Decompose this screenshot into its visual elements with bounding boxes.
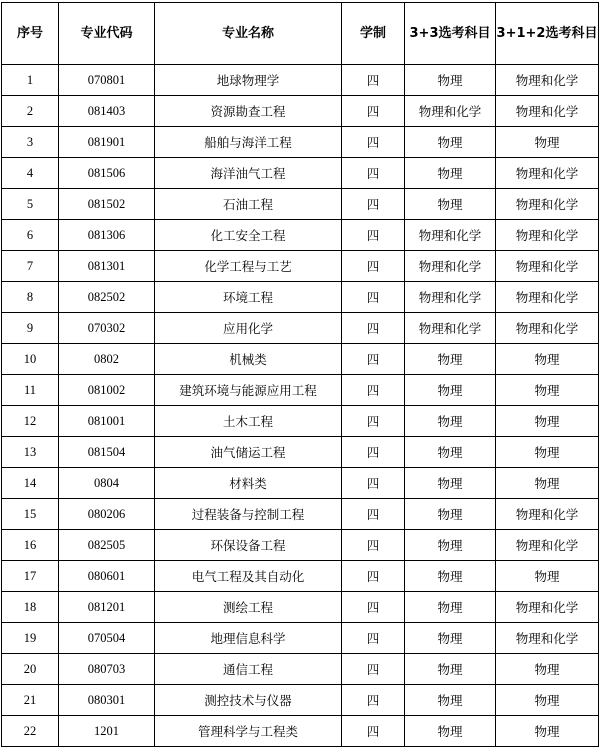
cell-subjects-3-1-2: 物理 (496, 685, 599, 716)
cell-duration: 四 (342, 685, 405, 716)
cell-subjects-3-3: 物理 (405, 344, 496, 375)
table-row (2, 530, 599, 561)
cell-index: 9 (2, 313, 59, 344)
cell-duration: 四 (342, 127, 405, 158)
cell-major-name: 管理科学与工程类 (155, 716, 342, 747)
cell-index: 12 (2, 406, 59, 437)
cell-subjects-3-3: 物理 (405, 406, 496, 437)
cell-index: 13 (2, 437, 59, 468)
cell-subjects-3-3: 物理和化学 (405, 313, 496, 344)
cell-code: 080703 (59, 654, 155, 685)
table-row (2, 437, 599, 468)
cell-subjects-3-1-2: 物理 (496, 468, 599, 499)
cell-duration: 四 (342, 654, 405, 685)
cell-index: 15 (2, 499, 59, 530)
cell-subjects-3-1-2: 物理 (496, 406, 599, 437)
cell-subjects-3-3: 物理 (405, 375, 496, 406)
cell-major-name: 石油工程 (155, 189, 342, 220)
cell-subjects-3-3: 物理 (405, 654, 496, 685)
table-row (2, 623, 599, 654)
cell-duration: 四 (342, 65, 405, 96)
cell-major-name: 资源勘查工程 (155, 96, 342, 127)
cell-code: 080601 (59, 561, 155, 592)
table-row (2, 313, 599, 344)
cell-major-name: 应用化学 (155, 313, 342, 344)
cell-major-name: 通信工程 (155, 654, 342, 685)
cell-index: 6 (2, 220, 59, 251)
cell-subjects-3-1-2: 物理和化学 (496, 220, 599, 251)
cell-major-name: 电气工程及其自动化 (155, 561, 342, 592)
table-row (2, 96, 599, 127)
cell-code: 082502 (59, 282, 155, 313)
cell-subjects-3-1-2: 物理 (496, 127, 599, 158)
cell-subjects-3-1-2: 物理和化学 (496, 189, 599, 220)
cell-subjects-3-3: 物理 (405, 437, 496, 468)
cell-subjects-3-3: 物理 (405, 65, 496, 96)
cell-index: 10 (2, 344, 59, 375)
cell-code: 080301 (59, 685, 155, 716)
table-row (2, 65, 599, 96)
cell-duration: 四 (342, 96, 405, 127)
cell-major-name: 地球物理学 (155, 65, 342, 96)
cell-duration: 四 (342, 344, 405, 375)
cell-subjects-3-3: 物理和化学 (405, 251, 496, 282)
cell-duration: 四 (342, 220, 405, 251)
cell-duration: 四 (342, 623, 405, 654)
header-subjects-3-1-2: 3+1+2选考科目 (496, 3, 599, 65)
cell-major-name: 土木工程 (155, 406, 342, 437)
cell-major-name: 建筑环境与能源应用工程 (155, 375, 342, 406)
cell-duration: 四 (342, 406, 405, 437)
cell-subjects-3-1-2: 物理和化学 (496, 96, 599, 127)
cell-index: 22 (2, 716, 59, 747)
cell-subjects-3-1-2: 物理和化学 (496, 158, 599, 189)
cell-index: 19 (2, 623, 59, 654)
cell-major-name: 材料类 (155, 468, 342, 499)
cell-major-name: 油气储运工程 (155, 437, 342, 468)
cell-major-name: 海洋油气工程 (155, 158, 342, 189)
cell-code: 081002 (59, 375, 155, 406)
cell-subjects-3-1-2: 物理 (496, 375, 599, 406)
cell-code: 081201 (59, 592, 155, 623)
cell-index: 17 (2, 561, 59, 592)
cell-subjects-3-1-2: 物理 (496, 654, 599, 685)
cell-code: 081506 (59, 158, 155, 189)
table-row (2, 468, 599, 499)
header-name: 专业名称 (155, 3, 342, 65)
cell-subjects-3-1-2: 物理和化学 (496, 592, 599, 623)
cell-subjects-3-3: 物理和化学 (405, 220, 496, 251)
cell-subjects-3-1-2: 物理和化学 (496, 530, 599, 561)
cell-index: 8 (2, 282, 59, 313)
cell-index: 21 (2, 685, 59, 716)
cell-code: 0802 (59, 344, 155, 375)
cell-duration: 四 (342, 468, 405, 499)
table-row (2, 344, 599, 375)
cell-code: 081301 (59, 251, 155, 282)
table-body (2, 65, 599, 747)
cell-subjects-3-1-2: 物理 (496, 437, 599, 468)
cell-index: 18 (2, 592, 59, 623)
table-row (2, 158, 599, 189)
table-row (2, 251, 599, 282)
cell-subjects-3-1-2: 物理 (496, 561, 599, 592)
cell-subjects-3-1-2: 物理和化学 (496, 65, 599, 96)
cell-index: 4 (2, 158, 59, 189)
cell-subjects-3-3: 物理 (405, 561, 496, 592)
cell-subjects-3-3: 物理 (405, 468, 496, 499)
cell-index: 20 (2, 654, 59, 685)
cell-index: 11 (2, 375, 59, 406)
header-row (2, 3, 599, 65)
table-row (2, 127, 599, 158)
cell-index: 5 (2, 189, 59, 220)
cell-duration: 四 (342, 189, 405, 220)
cell-duration: 四 (342, 375, 405, 406)
cell-subjects-3-1-2: 物理和化学 (496, 313, 599, 344)
majors-table (1, 2, 599, 747)
cell-index: 16 (2, 530, 59, 561)
cell-duration: 四 (342, 313, 405, 344)
table-row (2, 189, 599, 220)
cell-subjects-3-3: 物理 (405, 530, 496, 561)
cell-duration: 四 (342, 499, 405, 530)
table-row (2, 406, 599, 437)
table-row (2, 654, 599, 685)
cell-subjects-3-3: 物理和化学 (405, 96, 496, 127)
cell-major-name: 测绘工程 (155, 592, 342, 623)
cell-subjects-3-1-2: 物理和化学 (496, 282, 599, 313)
cell-duration: 四 (342, 561, 405, 592)
cell-major-name: 过程装备与控制工程 (155, 499, 342, 530)
cell-code: 070801 (59, 65, 155, 96)
cell-subjects-3-3: 物理 (405, 127, 496, 158)
cell-subjects-3-1-2: 物理 (496, 344, 599, 375)
table-row (2, 561, 599, 592)
cell-subjects-3-3: 物理 (405, 189, 496, 220)
cell-subjects-3-3: 物理 (405, 499, 496, 530)
table-row (2, 220, 599, 251)
cell-index: 7 (2, 251, 59, 282)
cell-duration: 四 (342, 592, 405, 623)
cell-major-name: 船舶与海洋工程 (155, 127, 342, 158)
cell-code: 081901 (59, 127, 155, 158)
cell-major-name: 环境工程 (155, 282, 342, 313)
cell-major-name: 化工安全工程 (155, 220, 342, 251)
table-row (2, 499, 599, 530)
cell-subjects-3-3: 物理 (405, 623, 496, 654)
cell-subjects-3-1-2: 物理和化学 (496, 251, 599, 282)
cell-subjects-3-1-2: 物理和化学 (496, 499, 599, 530)
cell-index: 14 (2, 468, 59, 499)
cell-code: 1201 (59, 716, 155, 747)
cell-code: 081001 (59, 406, 155, 437)
table-row (2, 685, 599, 716)
cell-duration: 四 (342, 251, 405, 282)
cell-code: 0804 (59, 468, 155, 499)
cell-duration: 四 (342, 530, 405, 561)
cell-code: 081306 (59, 220, 155, 251)
cell-major-name: 化学工程与工艺 (155, 251, 342, 282)
cell-subjects-3-3: 物理 (405, 685, 496, 716)
cell-subjects-3-3: 物理和化学 (405, 282, 496, 313)
cell-major-name: 测控技术与仪器 (155, 685, 342, 716)
table-row (2, 375, 599, 406)
cell-code: 080206 (59, 499, 155, 530)
header-subjects-3-3: 3+3选考科目 (405, 3, 496, 65)
cell-subjects-3-1-2: 物理和化学 (496, 623, 599, 654)
table-row (2, 282, 599, 313)
cell-major-name: 地理信息科学 (155, 623, 342, 654)
cell-duration: 四 (342, 437, 405, 468)
cell-duration: 四 (342, 716, 405, 747)
cell-subjects-3-1-2: 物理 (496, 716, 599, 747)
header-index: 序号 (2, 3, 59, 65)
header-duration: 学制 (342, 3, 405, 65)
cell-subjects-3-3: 物理 (405, 158, 496, 189)
cell-index: 1 (2, 65, 59, 96)
cell-duration: 四 (342, 282, 405, 313)
cell-code: 081502 (59, 189, 155, 220)
cell-index: 2 (2, 96, 59, 127)
cell-subjects-3-3: 物理 (405, 592, 496, 623)
cell-subjects-3-3: 物理 (405, 716, 496, 747)
cell-major-name: 机械类 (155, 344, 342, 375)
table-row (2, 716, 599, 747)
header-code: 专业代码 (59, 3, 155, 65)
cell-code: 082505 (59, 530, 155, 561)
cell-duration: 四 (342, 158, 405, 189)
cell-code: 070504 (59, 623, 155, 654)
table-row (2, 592, 599, 623)
cell-major-name: 环保设备工程 (155, 530, 342, 561)
cell-code: 070302 (59, 313, 155, 344)
cell-code: 081403 (59, 96, 155, 127)
cell-code: 081504 (59, 437, 155, 468)
cell-index: 3 (2, 127, 59, 158)
